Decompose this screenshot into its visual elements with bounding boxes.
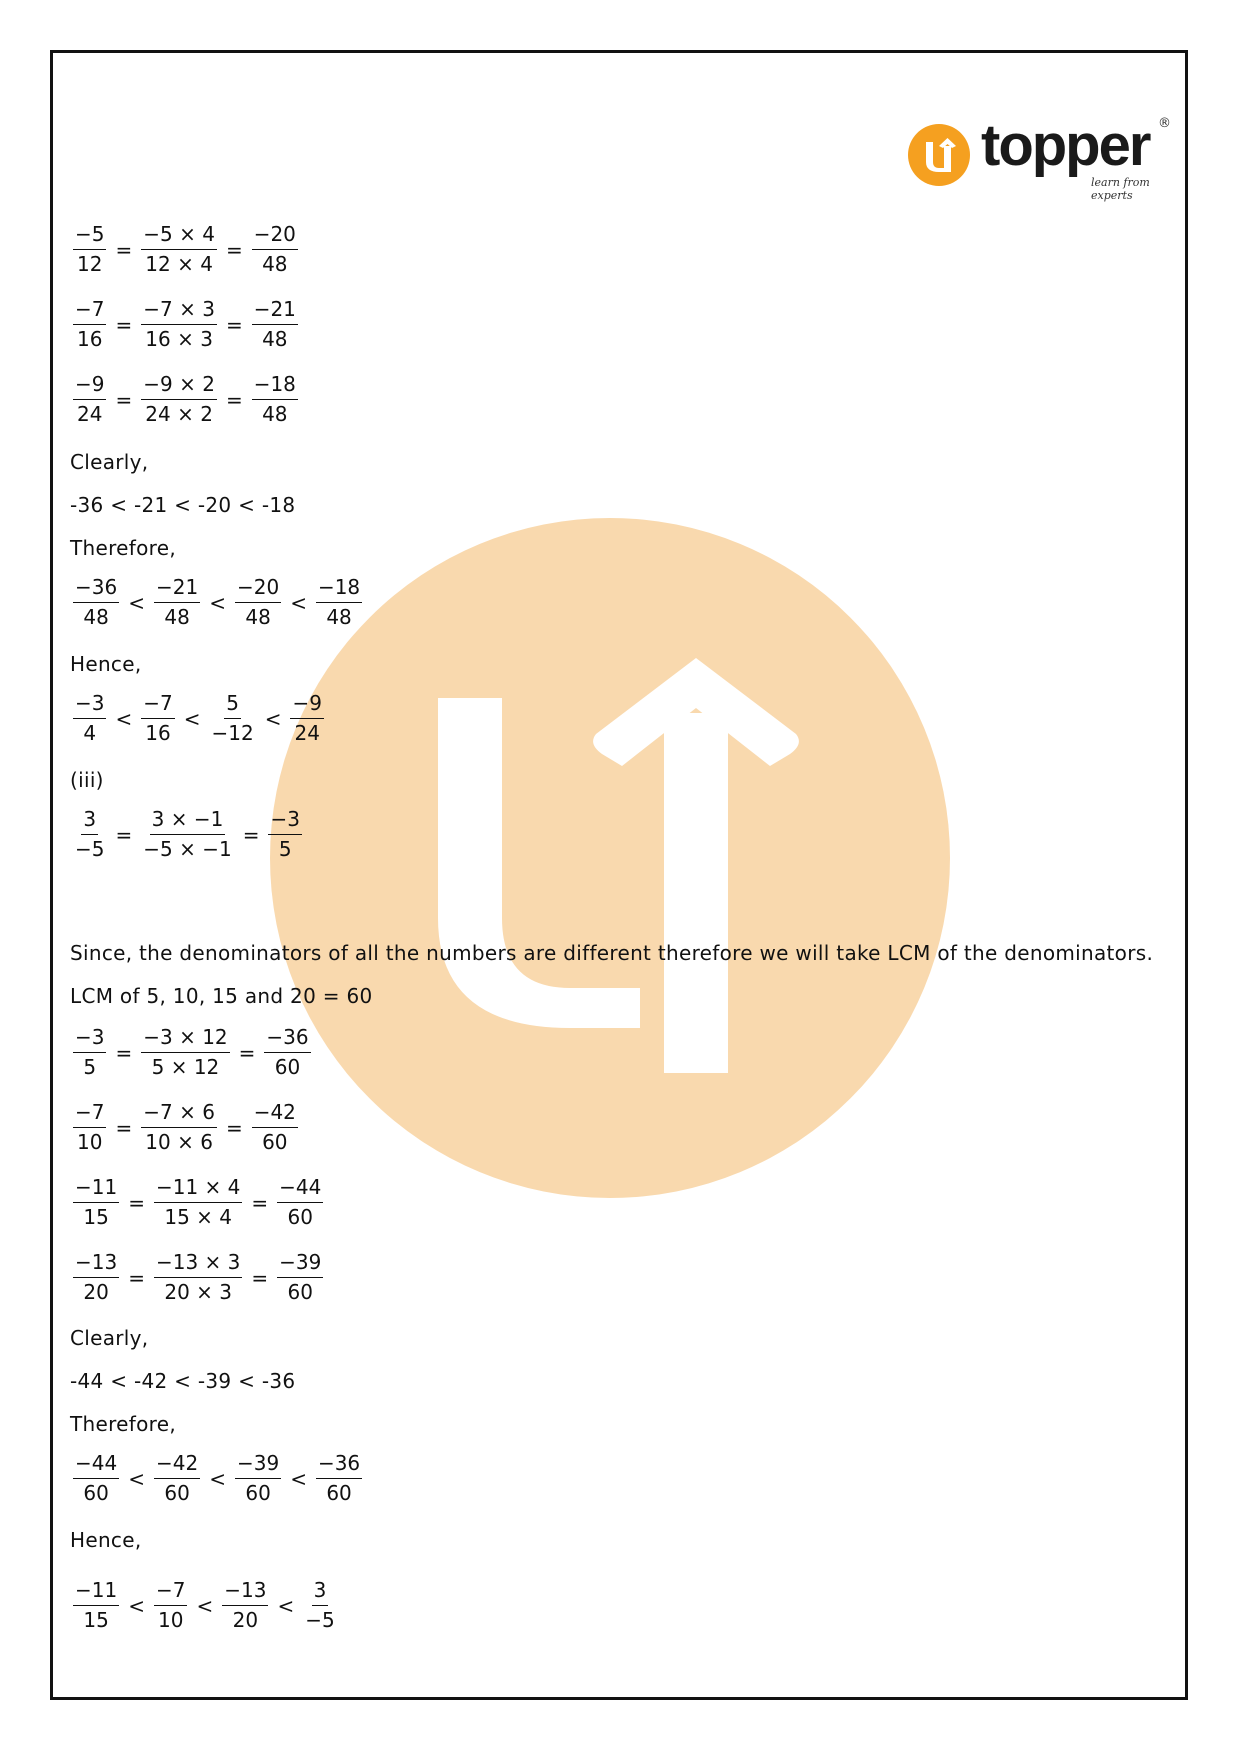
equation (70, 1248, 326, 1307)
denominator: 16 (77, 327, 103, 351)
text-line: -36 < -21 < -20 < -18 (70, 493, 296, 517)
logo-wordmark: topper (981, 113, 1150, 178)
denominator: 10 × 6 (145, 1130, 213, 1154)
operator: < (290, 590, 307, 615)
numerator: −3 (73, 689, 106, 719)
operator: < (277, 1593, 295, 1618)
operator: = (225, 1115, 243, 1140)
operator: = (115, 1040, 133, 1065)
fraction (154, 1449, 200, 1508)
denominator: 15 (83, 1205, 109, 1229)
operator: = (115, 822, 133, 847)
numerator: 3 (312, 1576, 329, 1606)
denominator: 60 (274, 1055, 301, 1079)
denominator: 20 (232, 1608, 259, 1632)
denominator: 60 (83, 1481, 109, 1505)
denominator: 48 (83, 605, 109, 629)
denominator: 10 (77, 1130, 103, 1154)
text-line: Hence, (70, 652, 142, 676)
numerator: −5 × 4 (141, 220, 217, 250)
denominator: 12 × 4 (145, 252, 213, 276)
fraction (277, 1173, 323, 1232)
denominator: 60 (326, 1481, 352, 1505)
denominator: 48 (262, 252, 288, 276)
denominator: 12 (77, 252, 103, 276)
operator: < (115, 706, 133, 731)
operator: < (290, 1466, 307, 1491)
fraction (235, 573, 281, 632)
fraction (73, 1023, 106, 1082)
denominator: 60 (287, 1205, 313, 1229)
denominator: −5 × −1 (143, 837, 232, 861)
denominator: 48 (262, 402, 288, 426)
operator: = (115, 1115, 133, 1140)
denominator: 16 × 3 (145, 327, 213, 351)
denominator: 60 (287, 1280, 313, 1304)
numerator: −20 (252, 220, 298, 250)
numerator: −36 (73, 573, 119, 603)
denominator: −12 (211, 721, 254, 745)
equation (70, 370, 301, 429)
numerator: −42 (252, 1098, 298, 1128)
fraction (316, 573, 362, 632)
operator: = (251, 1265, 269, 1290)
fraction (235, 1449, 281, 1508)
equation (70, 573, 365, 632)
operator: < (183, 706, 201, 731)
fraction (222, 1576, 268, 1635)
denominator: 16 (145, 721, 171, 745)
numerator: −9 × 2 (141, 370, 217, 400)
denominator: 4 (83, 721, 97, 745)
operator: = (242, 822, 260, 847)
operator: = (115, 312, 133, 337)
denominator: 60 (245, 1481, 271, 1505)
fraction (141, 805, 233, 864)
operator: = (128, 1190, 145, 1215)
numerator: −44 (277, 1173, 323, 1203)
numerator: −13 (222, 1576, 268, 1606)
fraction (264, 1023, 310, 1082)
topper-watermark-logo (270, 518, 950, 1198)
numerator: −39 (277, 1248, 323, 1278)
numerator: −7 (154, 1576, 187, 1606)
text-line: -44 < -42 < -39 < -36 (70, 1369, 296, 1393)
fraction (73, 573, 119, 632)
numerator: −36 (264, 1023, 310, 1053)
fraction (73, 1173, 119, 1232)
fraction (141, 370, 217, 429)
numerator: −36 (316, 1449, 362, 1479)
fraction (73, 370, 106, 429)
denominator: 48 (262, 327, 288, 351)
operator: = (238, 1040, 256, 1065)
numerator: 5 (224, 689, 241, 719)
denominator: 24 (77, 402, 103, 426)
fraction (210, 689, 256, 748)
denominator: 15 (83, 1608, 109, 1632)
numerator: −11 (73, 1173, 119, 1203)
denominator: 48 (245, 605, 271, 629)
equation (70, 1576, 340, 1635)
text-line: Since, the denominators of all the numbers are different therefore we will take LCM of the denominators. (70, 941, 1154, 965)
numerator: −13 (73, 1248, 119, 1278)
fraction (277, 1248, 323, 1307)
denominator: 60 (164, 1481, 190, 1505)
operator: < (128, 590, 145, 615)
operator: = (128, 1265, 145, 1290)
fraction (73, 295, 106, 354)
fraction (141, 689, 174, 748)
fraction (252, 295, 298, 354)
text-line: Clearly, (70, 1326, 149, 1350)
operator: = (115, 237, 133, 262)
numerator: 3 (81, 805, 98, 835)
numerator: −42 (154, 1449, 200, 1479)
fraction (141, 220, 217, 279)
numerator: −13 × 3 (154, 1248, 242, 1278)
text-line: Therefore, (70, 1412, 177, 1436)
denominator: 20 (83, 1280, 109, 1304)
denominator: 24 (294, 721, 320, 745)
operator: < (264, 706, 282, 731)
numerator: −7 (141, 689, 174, 719)
fraction (303, 1576, 336, 1635)
fraction (73, 1576, 119, 1635)
text-line: LCM of 5, 10, 15 and 20 = 60 (70, 984, 373, 1008)
fraction (154, 1173, 242, 1232)
operator: < (128, 1593, 145, 1618)
denominator: −5 (305, 1608, 335, 1632)
numerator: −11 (73, 1576, 119, 1606)
fraction (154, 1248, 242, 1307)
denominator: −5 (75, 837, 105, 861)
equation (70, 1098, 301, 1157)
fraction (141, 295, 217, 354)
operator: < (209, 1466, 226, 1491)
numerator: −20 (235, 573, 281, 603)
denominator: 48 (164, 605, 190, 629)
numerator: −7 (73, 295, 106, 325)
fraction (141, 1023, 229, 1082)
fraction (154, 1576, 187, 1635)
numerator: −21 (154, 573, 200, 603)
denominator: 5 (278, 837, 292, 861)
denominator: 5 (83, 1055, 97, 1079)
numerator: −21 (252, 295, 298, 325)
fraction (290, 689, 323, 748)
equation (70, 689, 327, 748)
numerator: −11 × 4 (154, 1173, 242, 1203)
numerator: 3 × −1 (150, 805, 226, 835)
denominator: 20 × 3 (164, 1280, 233, 1304)
fraction (73, 689, 106, 748)
operator: = (225, 237, 243, 262)
operator: < (209, 590, 226, 615)
registered-mark: ® (1158, 116, 1171, 131)
operator: < (196, 1593, 214, 1618)
numerator: −7 × 6 (141, 1098, 217, 1128)
denominator: 5 × 12 (151, 1055, 220, 1079)
denominator: 15 × 4 (164, 1205, 233, 1229)
operator: = (225, 387, 243, 412)
equation (70, 1449, 365, 1508)
numerator: −7 × 3 (141, 295, 217, 325)
text-line: Therefore, (70, 536, 177, 560)
denominator: 24 × 2 (145, 402, 213, 426)
denominator: 48 (326, 605, 352, 629)
fraction (73, 220, 106, 279)
numerator: −3 × 12 (141, 1023, 229, 1053)
fraction (316, 1449, 362, 1508)
numerator: −39 (235, 1449, 281, 1479)
fraction (268, 805, 301, 864)
fraction (252, 1098, 298, 1157)
numerator: −7 (73, 1098, 106, 1128)
denominator: 60 (262, 1130, 288, 1154)
operator: = (251, 1190, 269, 1215)
numerator: −3 (268, 805, 301, 835)
text-line: Clearly, (70, 450, 149, 474)
numerator: −44 (73, 1449, 119, 1479)
text-line: Hence, (70, 1528, 142, 1552)
fraction (73, 1248, 119, 1307)
equation (70, 220, 301, 279)
fraction (154, 573, 200, 632)
numerator: −18 (252, 370, 298, 400)
equation (70, 1173, 326, 1232)
equation (70, 1023, 314, 1082)
topper-logo-icon (906, 122, 972, 188)
denominator: 10 (158, 1608, 184, 1632)
operator: = (225, 312, 243, 337)
topper-logo (906, 113, 1176, 202)
numerator: −5 (73, 220, 106, 250)
equation (70, 805, 305, 864)
equation (70, 295, 301, 354)
operator: < (128, 1466, 145, 1491)
fraction (252, 220, 298, 279)
fraction (73, 1098, 106, 1157)
numerator: −9 (290, 689, 323, 719)
numerator: −3 (73, 1023, 106, 1053)
fraction (252, 370, 298, 429)
fraction (141, 1098, 217, 1157)
logo-tagline: learn from experts (1091, 176, 1150, 202)
fraction (73, 805, 106, 864)
operator: = (115, 387, 133, 412)
text-line: (iii) (70, 768, 104, 792)
numerator: −9 (73, 370, 106, 400)
fraction (73, 1449, 119, 1508)
numerator: −18 (316, 573, 362, 603)
